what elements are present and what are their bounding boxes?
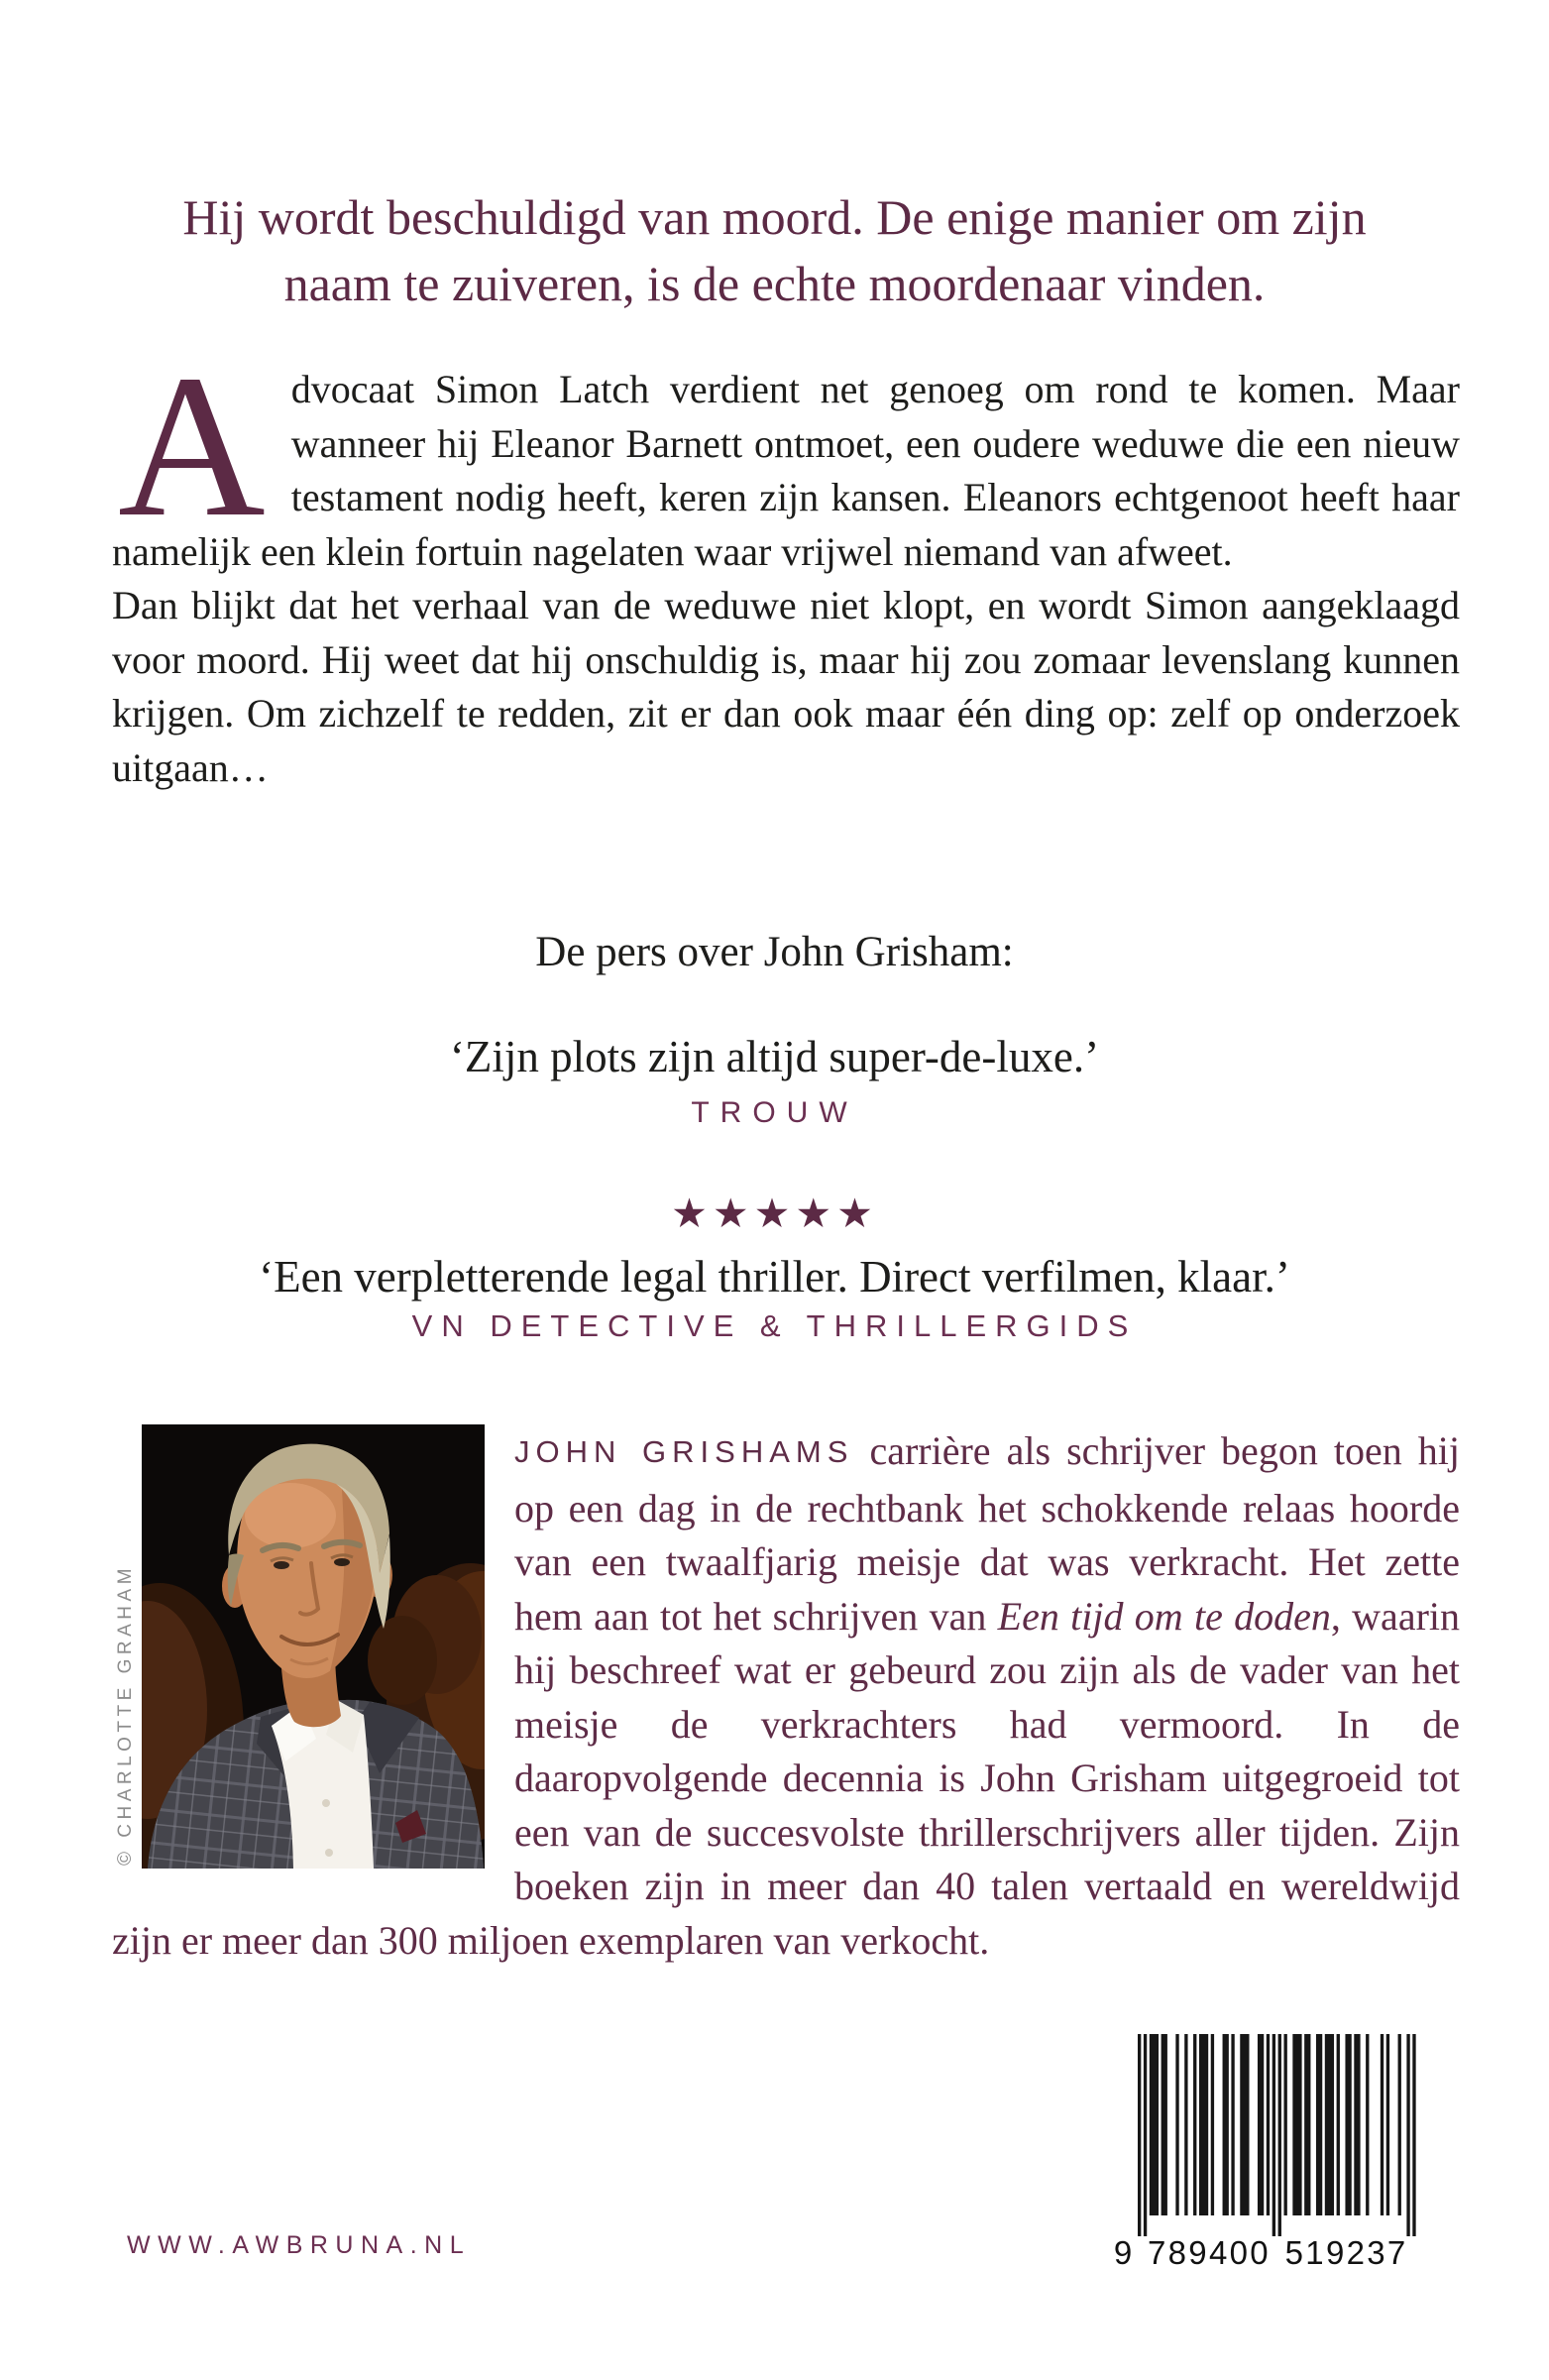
svg-text:0: 0 xyxy=(1229,2234,1248,2271)
author-bio-text-1: carrière als schrijver begon toen hij op een dag in de rechtbank het schokkende relaas hoorde van een twaalfjarig meisje dat was verkracht. Het zette hem aan tot het schrijven van xyxy=(514,1428,1460,1639)
svg-text:9: 9 xyxy=(1114,2234,1133,2271)
synopsis-paragraph-1-text: dvocaat Simon Latch verdient net genoeg om rond te komen. Maar wanneer hij Eleanor Barnett ontmoet, een oudere weduwe die een nieuw testament nodig heeft, keren zijn kansen. Eleanors echtgenoot heeft haar namelijk een klein fortuin nagelaten waar vrijwel niemand van afweet. xyxy=(112,367,1460,574)
synopsis-paragraph-2: Dan blijkt dat het verhaal van de weduwe niet klopt, en wordt Simon aangeklaagd voor moord. Hij weet dat hij onschuldig is, maar hij zou zomaar levenslang kunnen krijgen. Om zichzelf te redden, zit er dan ook maar één ding op: zelf op onderzoek uitgaan… xyxy=(112,583,1460,790)
svg-text:9: 9 xyxy=(1325,2234,1345,2271)
photo-credit: © CHARLOTTE GRAHAM xyxy=(115,1563,136,1866)
author-photo xyxy=(142,1424,485,1869)
dropcap-letter: A xyxy=(118,332,266,559)
svg-text:1: 1 xyxy=(1305,2234,1324,2271)
svg-text:7: 7 xyxy=(1386,2234,1406,2271)
svg-text:0: 0 xyxy=(1250,2234,1269,2271)
svg-text:5: 5 xyxy=(1284,2234,1304,2271)
press-source-1: TROUW xyxy=(691,1096,858,1129)
synopsis xyxy=(112,332,1460,795)
author-section xyxy=(112,1424,1460,1968)
ean13-barcode xyxy=(1114,2034,1421,2279)
publisher-website: WWW.AWBRUNA.NL xyxy=(127,2231,472,2259)
author-photo-frame xyxy=(112,1424,485,1869)
five-stars-icon: ★★★★★ xyxy=(671,1190,878,1237)
svg-text:9: 9 xyxy=(1188,2234,1207,2271)
author-name-caps: JOHN GRISHAMS xyxy=(514,1434,854,1469)
svg-text:2: 2 xyxy=(1346,2234,1365,2271)
synopsis-paragraph-1 xyxy=(112,332,1460,579)
tagline: Hij wordt beschuldigd van moord. De enige manier om zijn naam te zuiveren, is de echte moordenaar vinden. xyxy=(182,189,1367,311)
press-quote-1: ‘Zijn plots zijn altijd super-de-luxe.’ xyxy=(449,1032,1100,1081)
book-title-italic: Een tijd om te doden xyxy=(997,1593,1331,1639)
press-heading: De pers over John Grisham: xyxy=(535,929,1014,975)
svg-text:4: 4 xyxy=(1208,2234,1228,2271)
press-source-2: VN DETECTIVE & THRILLERGIDS xyxy=(411,1308,1138,1343)
svg-text:7: 7 xyxy=(1147,2234,1166,2271)
press-quote-2: ‘Een verpletterende legal thriller. Direct verfilmen, klaar.’ xyxy=(259,1252,1290,1302)
svg-text:8: 8 xyxy=(1167,2234,1187,2271)
barcode-bars xyxy=(1114,2034,1421,2274)
svg-text:3: 3 xyxy=(1367,2234,1385,2271)
author-bio-text-2: , waarin hij beschreef wat er gebeurd zou zijn als de vader van het meisje de verkrachters had vermoord. In de daaropvolgende decennia is John Grisham uitgegroeid tot een van de succesvolste thrillerschrijvers aller tijden. Zijn boeken zijn in meer dan 40 talen vertaald en wereldwijd zijn er meer dan 300 miljoen exemplaren van verkocht. xyxy=(112,1593,1461,1963)
